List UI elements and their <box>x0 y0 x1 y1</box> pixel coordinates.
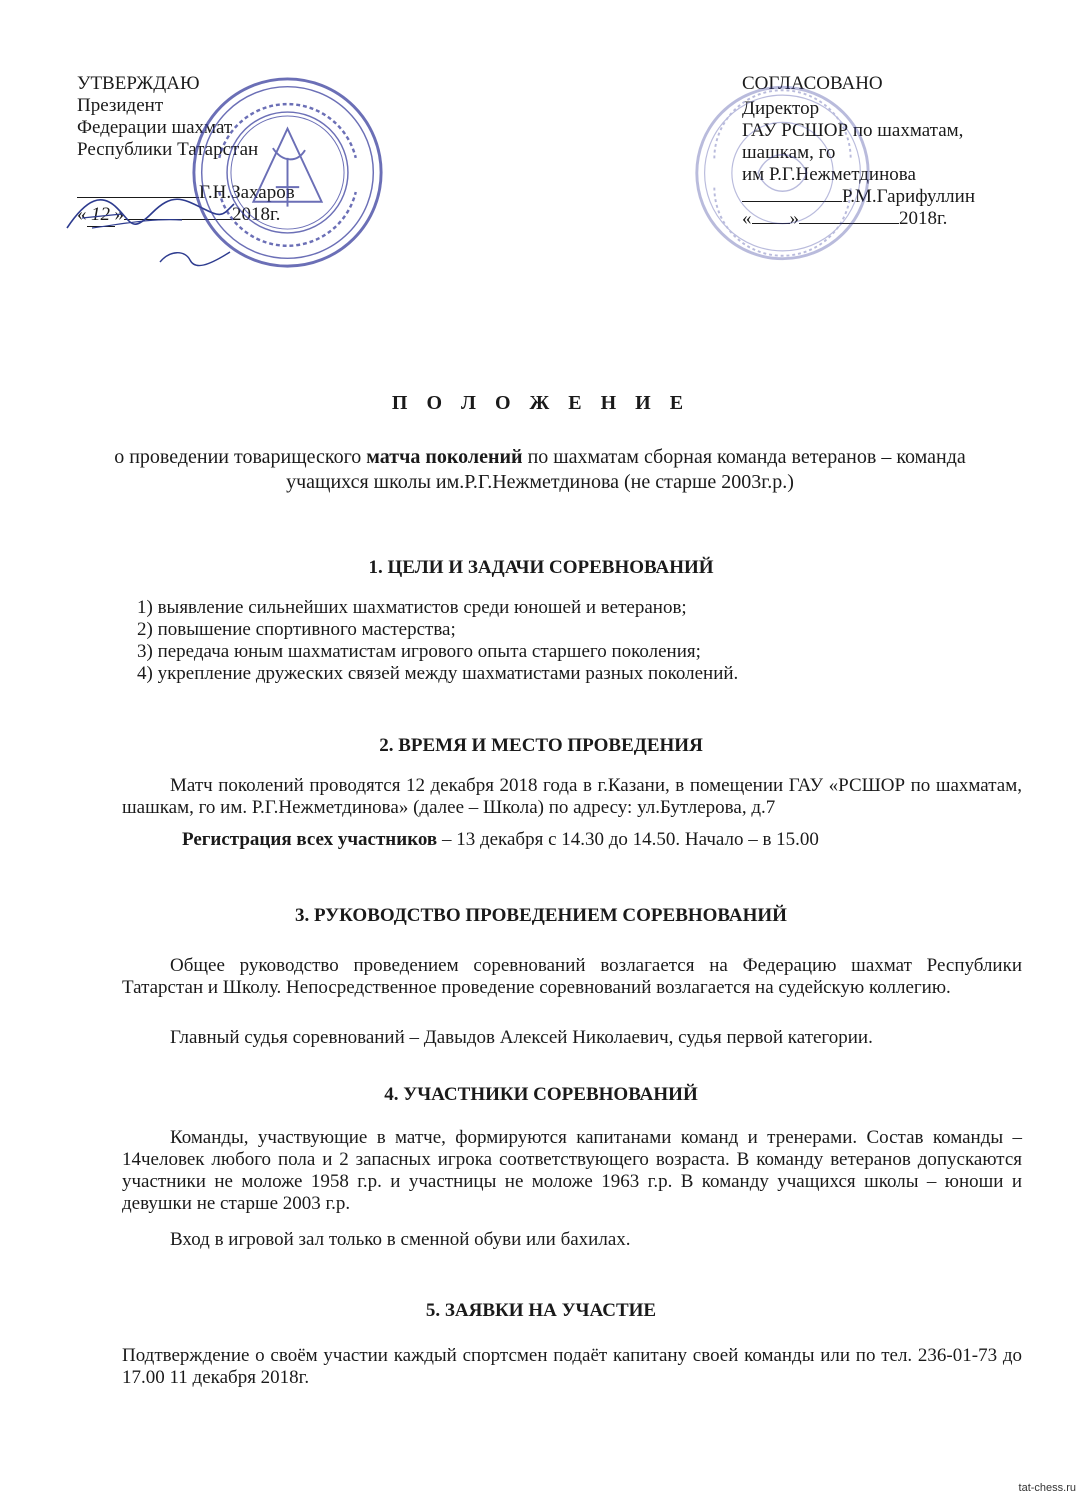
agreement-date-line: « » 2018г. <box>742 208 948 229</box>
section-3-paragraph-1: Общее руководство проведением соревнований возлагается на Федерацию шахмат Республики Татарстан и Школу. Непосредственное проведение соревнований возлагается на судейскую коллегию. <box>122 955 1022 998</box>
agreement-heading: СОГЛАСОВАНО <box>742 73 883 94</box>
approval-heading: УТВЕРЖДАЮ <box>77 73 200 94</box>
list-item: 3) передача юным шахматистам игрового опыта старшего поколения; <box>137 641 701 662</box>
agreement-position-line2: ГАУ РСШОР по шахматам, <box>742 120 964 141</box>
approval-position-line3: Республики Татарстан <box>77 139 259 160</box>
list-item: 2) повышение спортивного мастерства; <box>137 619 456 640</box>
agreement-position-line3: шашкам, го <box>742 142 836 163</box>
section-4-paragraph-2: Вход в игровой зал только в сменной обуви или бахилах. <box>170 1229 631 1250</box>
approval-position-line2: Федерации шахмат <box>77 117 233 138</box>
section-3-heading: 3. РУКОВОДСТВО ПРОВЕДЕНИЕМ СОРЕВНОВАНИЙ <box>295 905 787 926</box>
site-watermark[interactable]: tat-chess.ru <box>1018 1482 1076 1494</box>
section-4-heading: 4. УЧАСТНИКИ СОРЕВНОВАНИЙ <box>384 1084 698 1105</box>
approval-date-line: « 12 » 2018г. <box>77 204 281 225</box>
approval-signer: Г.Н.Захаров <box>199 182 295 203</box>
approval-date-day: 12 <box>87 204 115 227</box>
document-title: П О Л О Ж Е Н И Е <box>391 392 691 414</box>
approval-position-line1: Президент <box>77 95 164 116</box>
section-5-paragraph-1: Подтверждение о своём участии каждый спортсмен подаёт капитану своей команды или по тел. 236-01-73 до 17.00 11 декабря 2018г. <box>122 1345 1022 1388</box>
list-item: 1) выявление сильнейших шахматистов среди юношей и ветеранов; <box>137 597 687 618</box>
document-subtitle: о проведении товарищеского матча поколений по шахматам сборная команда ветеранов – команда учащихся школы им.Р.Г.Нежметдинова (не старше 2003г.р.) <box>114 446 966 493</box>
agreement-position-line4: им Р.Г.Нежметдинова <box>742 164 916 185</box>
section-4-paragraph-1: Команды, участвующие в матче, формируются капитанами команд и тренерами. Состав команды – 14человек любого пола и 2 запасных игрока соответствующего возраста. В команду ветеранов допускаются участники не моложе 1958 г.р. и участницы не моложе 1963 г.р. В команду учащихся школы – юноши и девушки не старше 2003 г.р. <box>122 1127 1022 1214</box>
subtitle-bold: матча поколений <box>366 446 523 468</box>
agreement-date-year: 2018г. <box>899 208 948 229</box>
approval-date-year: 2018г. <box>232 204 281 225</box>
agreement-position-line1: Директор <box>742 98 820 119</box>
section-2-paragraph-2: Регистрация всех участников – 13 декабря с 14.30 до 14.50. Начало – в 15.00 <box>182 829 819 850</box>
agreement-signer: Р.М.Гарифуллин <box>842 186 975 207</box>
school-seal <box>690 78 875 268</box>
section-3-paragraph-2: Главный судья соревнований – Давыдов Алексей Николаевич, судья первой категории. <box>170 1027 873 1048</box>
section-2-heading: 2. ВРЕМЯ И МЕСТО ПРОВЕДЕНИЯ <box>379 735 703 756</box>
goals-list <box>137 597 738 685</box>
section-5-heading: 5. ЗАЯВКИ НА УЧАСТИЕ <box>425 1300 657 1321</box>
section-2-paragraph-1: Матч поколений проводятся 12 декабря 2018 года в г.Казани, в помещении ГАУ «РСШОР по шахматам, шашкам, го им. Р.Г.Нежметдинова» (далее – Школа) по адресу: ул.Бутлерова, д.7 <box>122 775 1022 818</box>
list-item: 4) укрепление дружеских связей между шахматистами разных поколений. <box>137 663 739 684</box>
section-1-heading: 1. ЦЕЛИ И ЗАДАЧИ СОРЕВНОВАНИЙ <box>368 557 714 578</box>
federation-seal <box>190 70 385 275</box>
